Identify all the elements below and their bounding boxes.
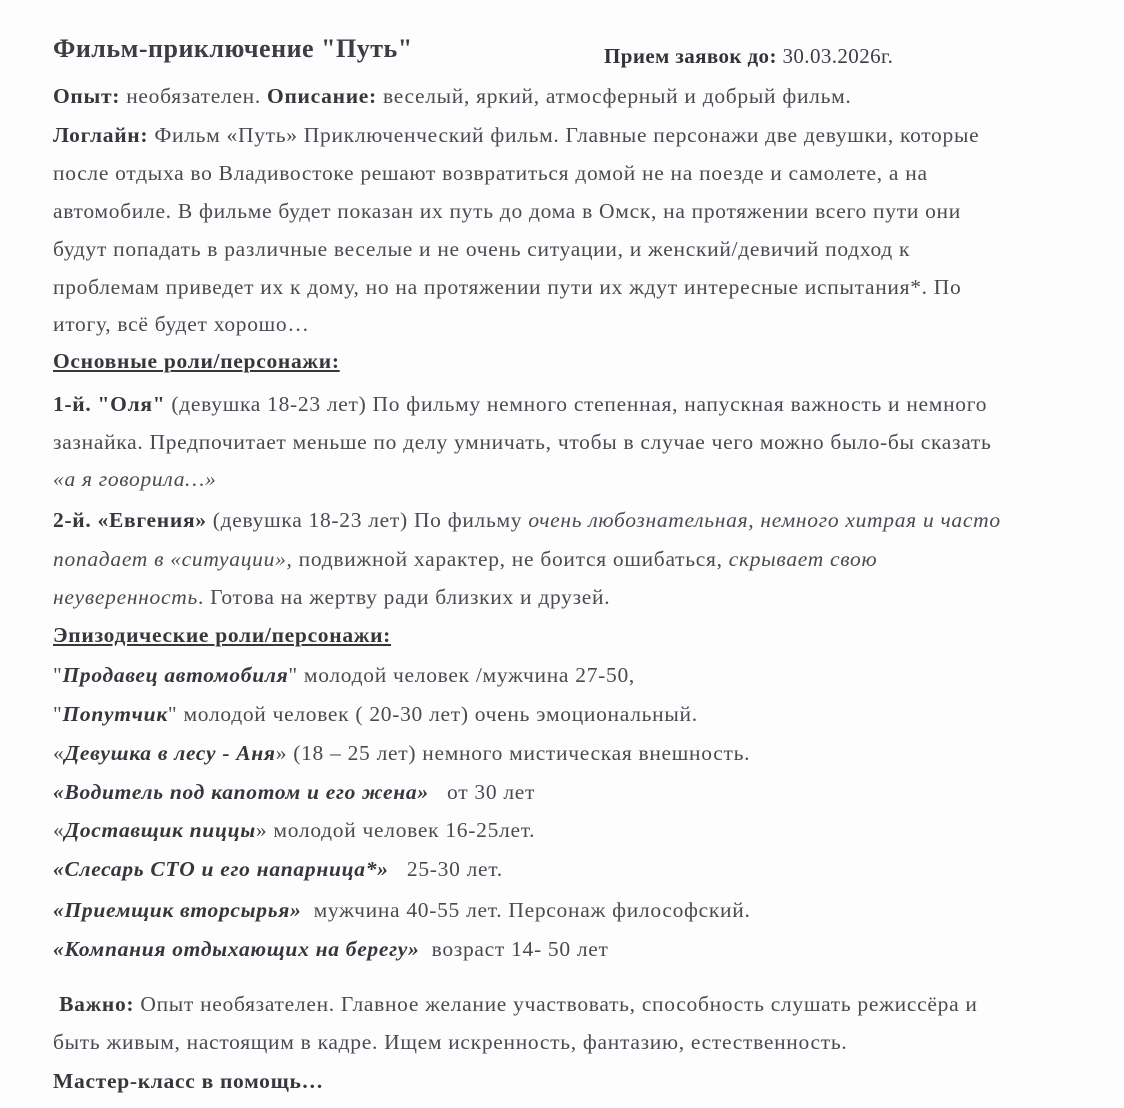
emphasis-text: «Приемщик вторсырья» [53,898,302,922]
text-line [53,898,751,923]
text-segment: Опыт необязателен. Главное желание участвовать, способность слушать режиссёра и [134,992,978,1016]
text-line [53,1069,324,1094]
text-line [53,547,877,572]
text-segment: после отдыха во Владивостоке решают возвратиться домой не на поезде и самолете, а на [53,161,928,185]
text-line [53,992,978,1017]
text-line [53,237,910,262]
text-segment: » молодой человек 16-25лет. [255,818,536,842]
section-heading [53,349,340,374]
text-line [53,818,535,843]
emphasis-text: Опыт: [53,84,121,108]
text-line [53,663,635,688]
deadline-value: 30.03.2026г. [776,44,894,68]
text-segment: возраст 14- 50 лет [419,937,609,961]
emphasis-text: 1-й. "Оля" [53,392,166,416]
text-line [53,392,987,417]
emphasis-text: Важно: [53,992,135,1016]
section-heading [53,623,391,648]
emphasis-text: Логлайн: [53,123,149,147]
text-segment: . Готова на жертву ради близких и друзей. [197,585,611,609]
text-segment: итогу, всё будет хорошо… [53,312,310,336]
emphasis-text: Попутчик [62,702,168,726]
heading-text: Основные роли/персонажи: [53,349,340,373]
emphasis-text: Продавец автомобиля [62,663,289,687]
text-line [53,741,750,766]
text-segment: « [53,818,65,842]
text-segment: Фильм «Путь» Приключенческий фильм. Главные персонажи две девушки, которые [148,123,980,147]
text-line [53,275,961,300]
text-segment: (девушка 18-23 лет) По фильму [206,508,529,532]
text-line [53,508,1001,533]
text-line [53,1030,847,1055]
emphasis-text: Описание: [267,84,377,108]
text-line [53,430,992,455]
text-segment: зазнайка. Предпочитает меньше по делу умничать, чтобы в случае чего можно было-бы сказать [53,430,992,454]
emphasis-text: Девушка в лесу - Аня [64,741,276,765]
text-segment: » (18 – 25 лет) немного мистическая внешность. [275,741,751,765]
heading-text: Эпизодические роли/персонажи: [53,623,392,647]
text-line [53,467,216,492]
text-segment: « [53,741,65,765]
text-segment: " молодой человек ( 20-30 лет) очень эмоциональный. [167,702,698,726]
document-title: Фильм-приключение "Путь" [53,34,413,63]
text-line [53,702,698,727]
text-segment: проблемам приведет их к дому, но на протяжении пути их ждут интересные испытания*. По [53,275,962,299]
emphasis-text: неуверенность [53,585,198,609]
emphasis-text: попадает в «ситуации», [53,547,293,571]
text-segment: " молодой человек /мужчина 27-50, [288,663,635,687]
text-line [53,857,503,882]
emphasis-text: «Водитель под капотом и его жена» [53,780,429,804]
text-segment: автомобиле. В фильме будет показан их путь до дома в Омск, на протяжении всего пути они [53,199,961,223]
text-line [53,84,851,109]
text-line [53,780,535,805]
emphasis-text: «а я говорила…» [53,467,217,491]
emphasis-text: скрывает свою [728,547,878,571]
text-segment: будут попадать в различные веселые и не очень ситуации, и женский/девичий подход к [53,237,911,261]
text-line [53,123,979,148]
emphasis-text: Мастер-класс в помощь… [53,1069,324,1093]
text-segment: мужчина 40-55 лет. Персонаж философский. [301,898,751,922]
text-line [53,199,961,224]
emphasis-text: 2-й. «Евгения» [53,508,207,532]
emphasis-text: «Слесарь СТО и его напарница*» [53,857,389,881]
text-segment: веселый, яркий, атмосферный и добрый фильм. [376,84,852,108]
text-segment: " [53,702,63,726]
text-segment: необязателен. [120,84,268,108]
text-line [53,312,310,337]
deadline-label: Прием заявок до: [604,44,777,68]
text-segment: " [53,663,63,687]
text-segment: быть живым, настоящим в кадре. Ищем искренность, фантазию, естественность. [53,1030,848,1054]
emphasis-text: «Компания отдыхающих на берегу» [53,937,420,961]
text-segment: от 30 лет [428,780,536,804]
text-segment: (девушка 18-23 лет) По фильму немного степенная, напускная важность и немного [165,392,988,416]
emphasis-text: Доставщик пиццы [64,818,256,842]
application-deadline [604,44,893,69]
emphasis-text: очень любознательная, немного хитрая и часто [528,508,1001,532]
text-segment: 25-30 лет. [388,857,503,881]
text-line [53,585,610,610]
text-line [53,937,609,962]
text-line [53,161,928,186]
text-segment: подвижной характер, не боится ошибаться, [292,547,729,571]
